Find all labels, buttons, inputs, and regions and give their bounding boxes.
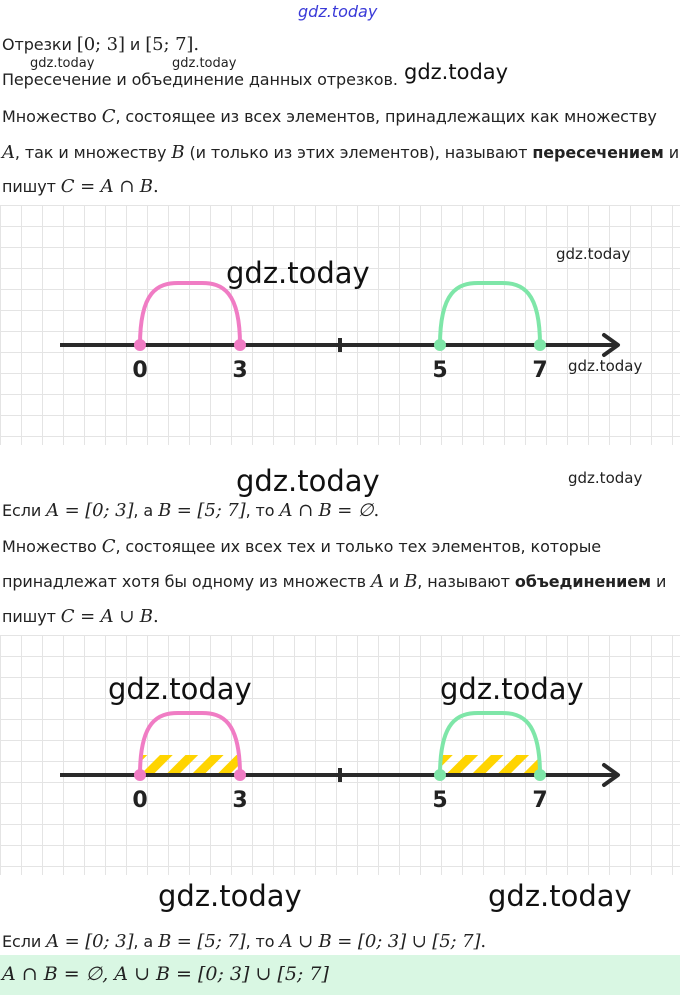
watermark: gdz.today (172, 56, 237, 71)
watermark: gdz.today (440, 672, 584, 706)
watermark: gdz.today (568, 357, 643, 375)
watermark: gdz.today (236, 464, 380, 498)
figure1-point-5 (434, 339, 446, 351)
figure1-label-3: 3 (232, 358, 248, 383)
watermark-top: gdz.today (298, 2, 378, 21)
figure1-label-7: 7 (532, 358, 548, 383)
definition-intersection-line2: A, так и множеству B (и только из этих элементов), называют пересечением и (2, 142, 680, 163)
figure2-point-3 (234, 769, 246, 781)
example-union-line: Если A = [0; 3], а B = [5; 7], то A ∪ B = [0; 3] ∪ [5; 7]. (2, 931, 487, 952)
definition-union-line1: Множество C, состоящее их всех тех и только тех элементов, которые (2, 536, 602, 557)
figure2-point-0 (134, 769, 146, 781)
figure2-point-5 (434, 769, 446, 781)
watermark: gdz.today (30, 56, 95, 71)
watermark: gdz.today (404, 60, 509, 84)
figure2-label-3: 3 (232, 788, 248, 813)
intersection-formula-line: пишут C = A ∩ B. (2, 176, 159, 197)
definition-intersection-line1: Множество C, состоящее из всех элементов, принадлежащих как множеству (2, 106, 657, 127)
figure1-point-7 (534, 339, 546, 351)
figure1-arc-1 (140, 283, 240, 345)
figure2-hatched-segment-1 (140, 755, 240, 775)
watermark: gdz.today (226, 256, 370, 290)
union-formula-line: пишут C = A ∪ B. (2, 606, 159, 627)
answer-box (0, 955, 680, 995)
watermark: gdz.today (488, 879, 632, 913)
line-segments: Отрезки [0; 3] и [5; 7]. (2, 34, 199, 55)
figure1-point-0 (134, 339, 146, 351)
figure2-label-0: 0 (132, 788, 148, 813)
number-line-figure1 (0, 205, 680, 445)
example-intersection-line: Если A = [0; 3], а B = [5; 7], то A ∩ B = ∅. (2, 500, 380, 521)
watermark: gdz.today (158, 879, 302, 913)
answer-text: A ∩ B = ∅, A ∪ B = [0; 3] ∪ [5; 7] (2, 963, 329, 985)
figure1-point-3 (234, 339, 246, 351)
watermark: gdz.today (568, 469, 643, 487)
figure1-label-5: 5 (432, 358, 448, 383)
section-heading: Пересечение и объединение данных отрезков. (2, 70, 398, 89)
figure1-arc-2 (440, 283, 540, 345)
figure2-label-5: 5 (432, 788, 448, 813)
figure2-label-7: 7 (532, 788, 548, 813)
number-line-figure2 (0, 635, 680, 875)
definition-union-line2: принадлежат хотя бы одному из множеств A и B, называют объединением и (2, 571, 667, 592)
watermark: gdz.today (556, 245, 631, 263)
watermark: gdz.today (108, 672, 252, 706)
figure2-point-7 (534, 769, 546, 781)
figure1-label-0: 0 (132, 358, 148, 383)
figure2-hatched-segment-2 (440, 755, 540, 775)
